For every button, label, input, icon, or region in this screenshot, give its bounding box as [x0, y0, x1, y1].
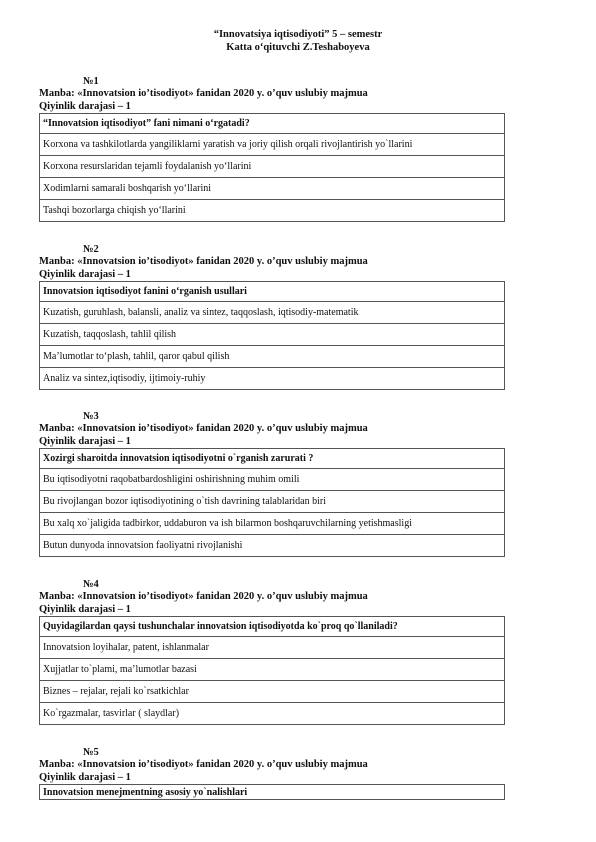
answer-row [40, 134, 505, 156]
question-number: №3 [83, 411, 99, 422]
answer-row [40, 368, 505, 390]
answer-row [40, 469, 505, 491]
answer-row [40, 681, 505, 703]
answer-row [40, 637, 505, 659]
question-number: №2 [83, 244, 99, 255]
answer-option: Biznes – rejalar, rejali ko`rsatkichlar [40, 681, 505, 703]
answer-row [40, 302, 505, 324]
document-title: “Innovatsiya iqtisodiyoti” 5 – semestr [213, 29, 383, 40]
answer-option: Tashqi bozorlarga chiqish yo‘llarini [40, 200, 505, 222]
answer-row [40, 535, 505, 557]
question-number: №1 [83, 76, 99, 87]
question-table [39, 113, 505, 222]
answer-row [40, 324, 505, 346]
question-row [40, 282, 505, 302]
answer-row [40, 156, 505, 178]
question-source: Manba: «Innovatsion io’tisodiyot» fanidan 2020 y. o’quv uslubiy majmua [39, 256, 368, 267]
question-number: №4 [83, 579, 99, 590]
question-block-1 [39, 75, 505, 222]
difficulty-level: Qiyinlik darajasi – 1 [39, 771, 131, 783]
answer-option: Kuzatish, taqqoslash, tahlil qilish [40, 324, 505, 346]
question-text: Innovatsion menejmentning asosiy yo`nalishlari [40, 785, 505, 800]
answer-option: Xodimlarni samarali boshqarish yo‘llarini [40, 178, 505, 200]
question-row [40, 617, 505, 637]
answer-row [40, 703, 505, 725]
answer-option: Analiz va sintez,iqtisodiy, ijtimoiy-ruhiy [40, 368, 505, 390]
difficulty-level: Qiyinlik darajasi – 1 [39, 268, 131, 280]
question-text: Xozirgi sharoitda innovatsion iqtisodiyotni o`rganish zarurati ? [40, 449, 505, 469]
question-block-2 [39, 243, 505, 390]
question-block-3 [39, 410, 505, 557]
answer-option: Ko`rgazmalar, tasvirlar ( slaydlar) [40, 703, 505, 725]
question-text: “Innovatsion iqtisodiyot” fani nimani o‘rgatadi? [40, 114, 505, 134]
question-row [40, 449, 505, 469]
question-source: Manba: «Innovatsion io’tisodiyot» fanidan 2020 y. o’quv uslubiy majmua [39, 88, 368, 99]
answer-option: Kuzatish, guruhlash, balansli, analiz va sintez, taqqoslash, iqtisodiy-matematik [40, 302, 505, 324]
question-table [39, 784, 505, 800]
difficulty-level: Qiyinlik darajasi – 1 [39, 100, 131, 112]
answer-row [40, 659, 505, 681]
question-block-5 [39, 746, 505, 800]
question-text: Quyidagilardan qaysi tushunchalar innovatsion iqtisodiyotda ko`proq qo`llaniladi? [40, 617, 505, 637]
question-number: №5 [83, 747, 99, 758]
answer-row [40, 513, 505, 535]
question-source: Manba: «Innovatsion io’tisodiyot» fanidan 2020 y. o’quv uslubiy majmua [39, 759, 368, 770]
question-table [39, 281, 505, 390]
answer-row [40, 346, 505, 368]
question-source: Manba: «Innovatsion io’tisodiyot» fanidan 2020 y. o’quv uslubiy majmua [39, 423, 368, 434]
answer-option: Innovatsion loyihalar, patent, ishlanmalar [40, 637, 505, 659]
answer-option: Ma’lumotlar to‘plash, tahlil, qaror qabul qilish [40, 346, 505, 368]
document-author: Katta o‘qituvchi Z.Teshaboyeva [226, 42, 370, 53]
answer-option: Bu rivojlangan bozor iqtisodiyotining o`tish davrining talablaridan biri [40, 491, 505, 513]
answer-row [40, 178, 505, 200]
question-table [39, 616, 505, 725]
answer-row [40, 200, 505, 222]
difficulty-level: Qiyinlik darajasi – 1 [39, 603, 131, 615]
answer-option: Xujjatlar to`plami, ma’lumotlar bazasi [40, 659, 505, 681]
answer-option: Bu iqtisodiyotni raqobatbardoshligini oshirishning muhim omili [40, 469, 505, 491]
question-row [40, 785, 505, 800]
answer-option: Korxona resurslaridan tejamli foydalanish yo‘llarini [40, 156, 505, 178]
question-block-4 [39, 578, 505, 725]
question-row [40, 114, 505, 134]
answer-option: Bu xalq xo`jaligida tadbirkor, uddaburon va ish bilarmon boshqaruvchilarning yetishmasligi [40, 513, 505, 535]
question-text: Innovatsion iqtisodiyot fanini o‘rganish usullari [40, 282, 505, 302]
answer-option: Korxona va tashkilotlarda yangiliklarni yaratish va joriy qilish orqali rivojlantirish yo`llarini [40, 134, 505, 156]
question-table [39, 448, 505, 557]
answer-option: Butun dunyoda innovatsion faoliyatni rivojlanishi [40, 535, 505, 557]
answer-row [40, 491, 505, 513]
question-source: Manba: «Innovatsion io’tisodiyot» fanidan 2020 y. o’quv uslubiy majmua [39, 591, 368, 602]
difficulty-level: Qiyinlik darajasi – 1 [39, 435, 131, 447]
